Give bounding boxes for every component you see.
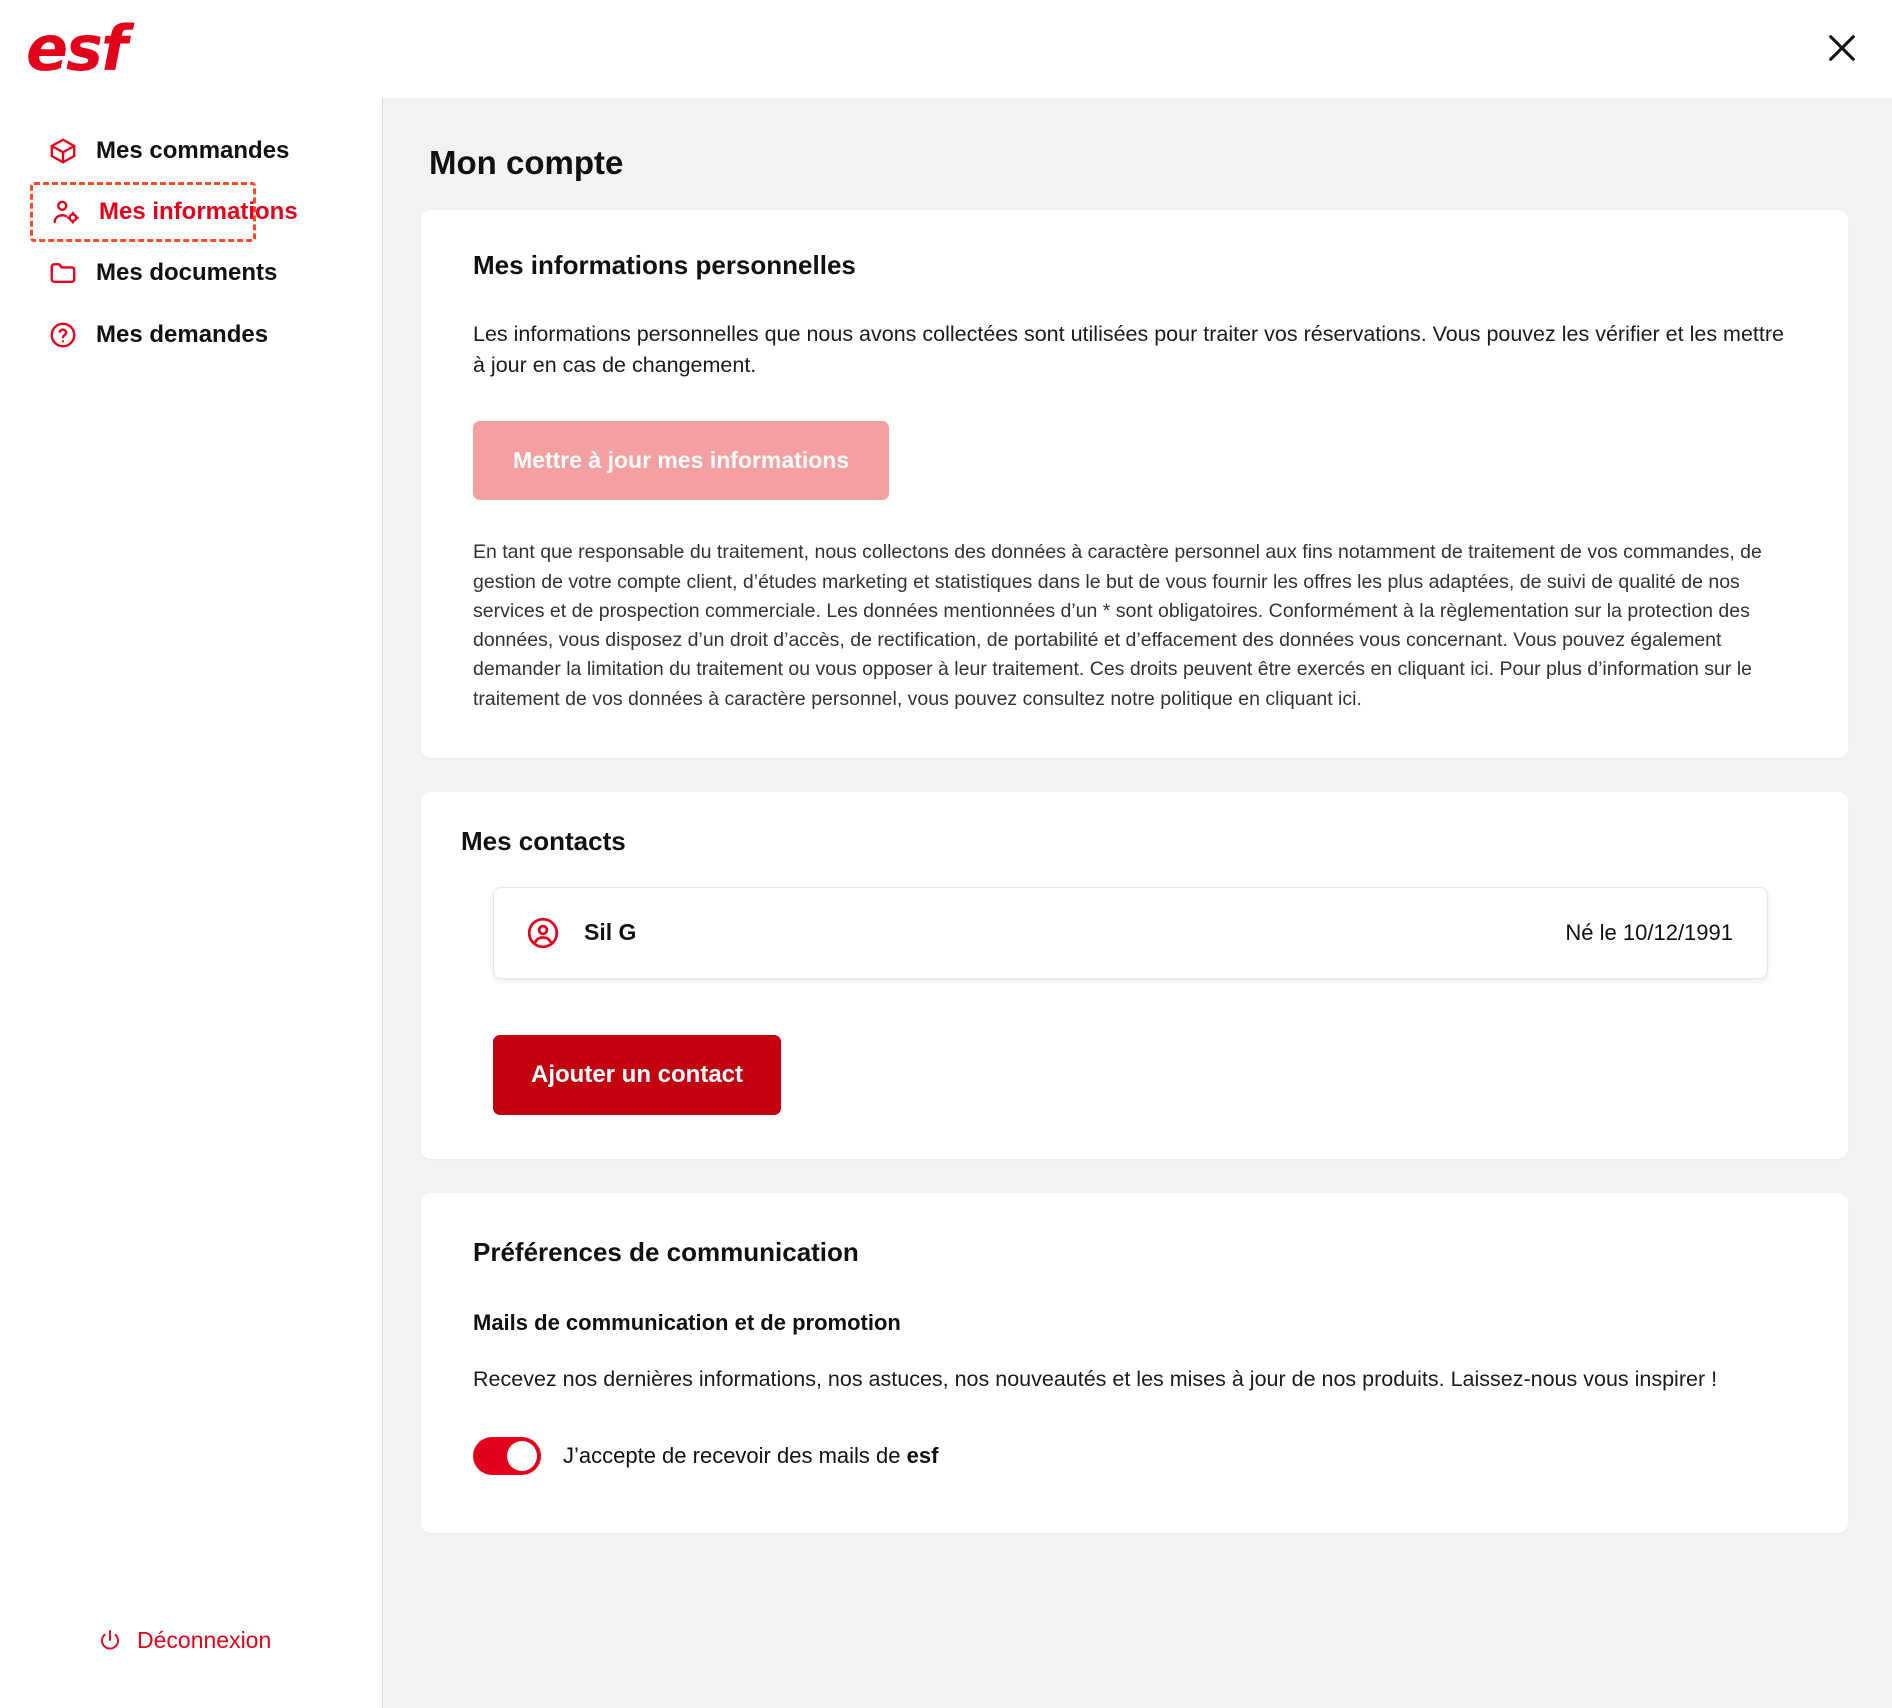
sidebar-item-mes-documents[interactable] — [0, 242, 382, 304]
preferences-description: Recevez nos dernières informations, nos astuces, nos nouveautés et les mises à jour de nos produits. Laissez-nous vous inspirer ! — [473, 1366, 1718, 1391]
email-consent-brand: esf — [906, 1443, 939, 1469]
sidebar-item-label: Mes commandes — [96, 137, 290, 164]
question-circle-icon — [46, 318, 80, 352]
personal-info-legal-text: En tant que responsable du traitement, nous collectons des données à caractère personnel aux fins notamment de traitement de vos commandes, de gestion de votre compte client, d’études marketing et statistiques dans le but de vous fournir les offres les plus adaptées, de suivi de qualité de nos services et de prospection commerciale. Les données mentionnées d’un * sont obligatoires. Conformément à la règlementation sur la protection des données, vous disposez d’un droit d’accès, de rectification, de portabilité et d’effacement des données vous concernant. Vous pouvez également demander la limitation du traitement ou vous opposer à leur traitement. Ces droits peuvent être exercés en cliquant ici. Pour plus d’information sur le traitement de vos données à caractère personnel, vous pouvez consultez notre politique en cliquant ici. — [473, 541, 1762, 710]
preferences-heading: Préférences de communication — [473, 1236, 859, 1267]
user-circle-icon — [524, 914, 562, 952]
esf-logo: esf — [26, 12, 126, 85]
toggle-knob — [507, 1441, 537, 1471]
personal-info-card — [421, 210, 1848, 758]
package-icon — [46, 134, 80, 168]
sidebar-item-mes-informations[interactable] — [30, 182, 298, 242]
folder-icon — [46, 256, 80, 290]
email-consent-row — [473, 1437, 1796, 1475]
update-info-button[interactable]: Mettre à jour mes informations — [473, 421, 889, 500]
sidebar-item-mes-demandes[interactable] — [0, 304, 382, 366]
preferences-subheading: Mails de communication et de promotion — [473, 1309, 901, 1335]
body — [0, 98, 1892, 1708]
logout-button[interactable] — [98, 1627, 271, 1654]
sidebar-item-label: Mes documents — [96, 259, 278, 286]
personal-info-description: Les informations personnelles que nous avons collectées sont utilisées pour traiter vos réservations. Vous pouvez les vérifier et les mettre à jour en cas de changement. — [473, 322, 1784, 378]
contacts-heading: Mes contacts — [461, 825, 626, 856]
close-icon[interactable] — [1820, 26, 1864, 70]
contact-name: Sil G — [584, 919, 637, 946]
sidebar-item-mes-commandes[interactable] — [0, 120, 382, 182]
contact-birthdate: Né le 10/12/1991 — [1565, 919, 1733, 945]
sidebar-item-label: Mes informations — [99, 198, 298, 225]
email-consent-label — [563, 1443, 938, 1469]
logout-label: Déconnexion — [137, 1627, 272, 1653]
contact-list-item[interactable] — [493, 887, 1768, 979]
power-icon — [98, 1628, 124, 1654]
top-bar — [0, 0, 1892, 98]
communication-preferences-card — [421, 1193, 1848, 1533]
contacts-card — [421, 792, 1848, 1159]
email-consent-label-text: J’accepte de recevoir des mails de — [563, 1443, 907, 1469]
main-content — [382, 98, 1892, 1708]
personal-info-heading: Mes informations personnelles — [473, 250, 856, 280]
email-consent-toggle[interactable] — [473, 1437, 541, 1475]
sidebar-item-label: Mes demandes — [96, 321, 269, 348]
user-settings-icon — [49, 195, 83, 229]
page-title: Mon compte — [429, 144, 624, 181]
add-contact-button[interactable]: Ajouter un contact — [493, 1035, 781, 1115]
sidebar — [0, 98, 382, 1708]
